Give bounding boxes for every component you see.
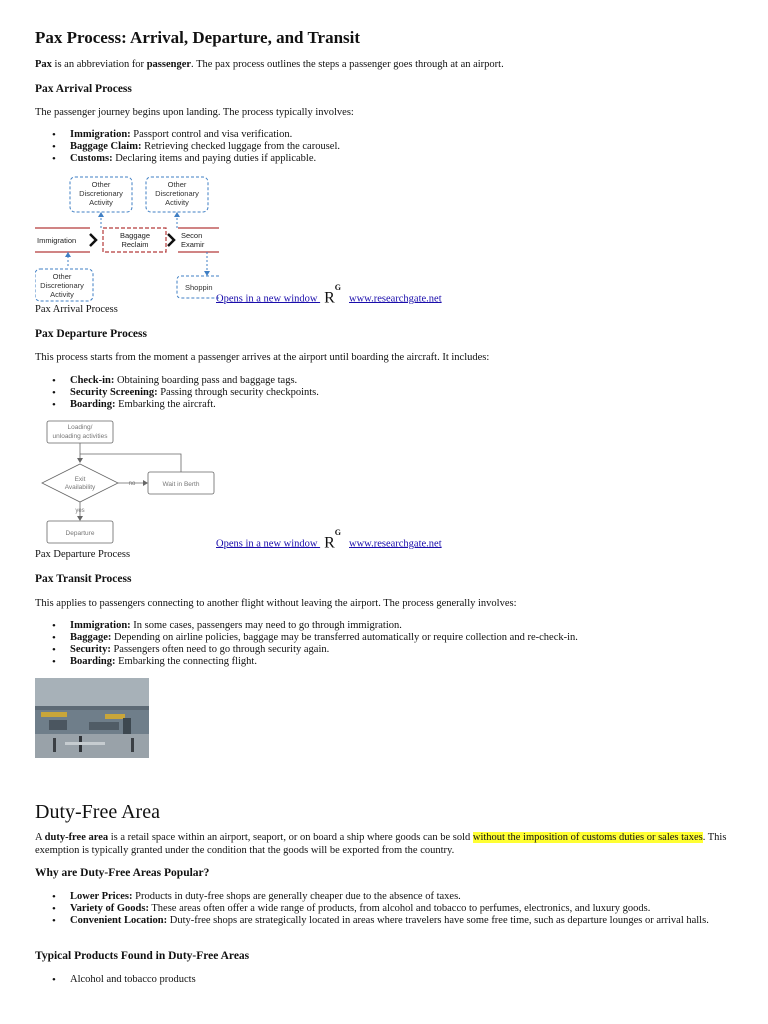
arrival-process-figure (35, 172, 219, 304)
list-item (35, 632, 735, 644)
list-item-text: Embarking the aircraft. (115, 399, 216, 410)
rg-g: G (334, 283, 342, 292)
airport-photo (35, 678, 149, 758)
list-item (35, 656, 735, 668)
box3-line1: Other (52, 272, 72, 281)
immigration-step: Immigration (37, 236, 77, 245)
products-heading: Typical Products Found in Duty-Free Areas (35, 950, 250, 962)
box2-line2: Discretionary (155, 189, 199, 198)
list-item-text: Passport control and visa verification. (130, 129, 293, 140)
diamond-line1: Exit (74, 476, 86, 483)
list-item (35, 891, 735, 903)
df-text-a: A (35, 832, 45, 843)
list-item (35, 915, 735, 927)
shopping-step: Shoppin (185, 283, 213, 292)
why-heading: Why are Duty-Free Areas Popular? (35, 867, 210, 879)
list-item-label: Check-in: (70, 375, 115, 386)
list-item-label: Baggage: (70, 632, 112, 643)
df-term: duty-free area (44, 832, 109, 843)
list-item-label: Convenient Location: (70, 915, 168, 926)
exit-availability-diamond (42, 464, 118, 502)
baggage-line1: Baggage (119, 231, 151, 240)
df-highlight: without the imposition of customs duties or sales taxes (472, 832, 703, 843)
list-item-text: Declaring items and paying duties if applicable. (112, 153, 317, 164)
transit-heading: Pax Transit Process (35, 573, 132, 585)
second-line1: Secon (181, 231, 203, 240)
arrival-intro: The passenger journey begins upon landing. The process typically involves: (35, 107, 354, 118)
departure-heading: Pax Departure Process (35, 328, 147, 340)
list-item-text: Retrieving checked luggage from the carousel. (141, 141, 340, 152)
second-line2: Examir (181, 240, 205, 249)
list-item-label: Security: (70, 644, 111, 655)
list-item (35, 141, 735, 153)
list-item (35, 387, 735, 399)
departure-process-figure (35, 418, 219, 548)
researchgate-logo-icon (324, 528, 342, 552)
page-title: Pax Process: Arrival, Departure, and Transit (35, 28, 361, 47)
list-item-text: These areas often offer a wide range of products, from alcohol and tobacco to perfumes, electronics, and luxury goods. (148, 903, 651, 914)
list-item (35, 903, 735, 915)
df-text-b: is a retail space within an airport, seaport, or on board a ship where goods can be sold (108, 832, 473, 843)
arrival-caption: Pax Arrival Process (35, 304, 118, 315)
list-item-text: In some cases, passengers may need to go through immigration. (130, 620, 402, 631)
list-item-label: Boarding: (70, 656, 116, 667)
researchgate-link[interactable]: www.researchgate.net (349, 538, 442, 550)
departure-intro: This process starts from the moment a passenger arrives at the airport until boarding the aircraft. It includes: (35, 352, 490, 363)
list-item-text: Duty-free shops are strategically located in areas where travelers have some free time, such as departure lounges or arrival halls. (167, 915, 709, 926)
departure-box-label: Departure (65, 530, 95, 537)
baggage-line2: Reclaim (121, 240, 149, 249)
box3-line3: Activity (50, 290, 74, 299)
intro-term-passenger: passenger (146, 59, 192, 70)
list-item: • Alcohol and tobacco products (35, 974, 735, 986)
departure-source-row (216, 528, 442, 552)
list-item-label: Lower Prices: (70, 891, 133, 902)
list-item (35, 375, 735, 387)
box1-line1: Other (91, 180, 111, 189)
researchgate-link[interactable]: www.researchgate.net (349, 293, 442, 305)
list-item (35, 620, 735, 632)
list-item-text: Passing through security checkpoints. (157, 387, 319, 398)
list-item-label: Security Screening: (70, 387, 158, 398)
list-item-label: Boarding: (70, 399, 116, 410)
list-item-text: Embarking the connecting flight. (115, 656, 257, 667)
df-text-c: . This exemption is typically granted under the condition that the goods will be exported from the country. (35, 832, 727, 856)
list-item-label: Customs: (70, 153, 113, 164)
list-item-text: Passengers often need to go through security again. (110, 644, 330, 655)
wait-in-berth-label: Wait in Berth (162, 481, 200, 488)
arrival-source-row (216, 283, 442, 307)
diamond-line2: Availability (64, 484, 96, 491)
rg-r: R (324, 534, 335, 552)
list-item-text: Depending on airline policies, baggage may be transferred automatically or require collection and re-check-in. (111, 632, 578, 643)
intro-text-2: . The pax process outlines the steps a passenger goes through at an airport. (191, 59, 504, 70)
rg-r: R (324, 289, 335, 307)
no-label: no (128, 481, 136, 487)
airport-photo-art (35, 678, 149, 758)
box2-line1: Other (167, 180, 187, 189)
box2-line3: Activity (165, 198, 189, 207)
duty-free-heading: Duty-Free Area (35, 801, 160, 823)
why-list (35, 891, 735, 927)
transit-intro: This applies to passengers connecting to another flight without leaving the airport. The process generally involves: (35, 598, 517, 609)
box1-line2: Discretionary (79, 189, 123, 198)
departure-list (35, 375, 735, 411)
list-item (35, 399, 735, 411)
intro-term-pax: Pax (35, 59, 52, 70)
list-item-label: Immigration: (70, 620, 131, 631)
intro-text-1: is an abbreviation for (51, 59, 147, 70)
products-list (35, 974, 735, 986)
researchgate-logo-icon (324, 283, 342, 307)
list-item-label: Immigration: (70, 129, 131, 140)
loading-line1: Loading/ (67, 424, 93, 431)
chevron-right-icon (90, 234, 96, 246)
yes-label: yes (75, 508, 85, 514)
rg-g: G (334, 528, 342, 537)
arrival-list (35, 129, 735, 165)
duty-free-paragraph (35, 832, 735, 857)
transit-list (35, 620, 735, 668)
intro-paragraph (35, 59, 735, 72)
box3-line2: Discretionary (40, 281, 84, 290)
list-item-text: Products in duty-free shops are generally cheaper due to the absence of taxes. (132, 891, 461, 902)
list-item (35, 153, 735, 165)
arrival-heading: Pax Arrival Process (35, 83, 132, 95)
open-new-window-link[interactable]: Opens in a new window (216, 293, 321, 305)
open-new-window-link[interactable]: Opens in a new window (216, 538, 321, 550)
list-item (35, 129, 735, 141)
loading-line2: unloading activities (52, 433, 108, 440)
list-item (35, 644, 735, 656)
chevron-right-icon (168, 234, 174, 246)
list-item-text: Obtaining boarding pass and baggage tags. (114, 375, 298, 386)
box1-line3: Activity (89, 198, 113, 207)
list-item-label: Variety of Goods: (70, 903, 149, 914)
departure-caption: Pax Departure Process (35, 549, 131, 560)
list-item-label: Baggage Claim: (70, 141, 142, 152)
